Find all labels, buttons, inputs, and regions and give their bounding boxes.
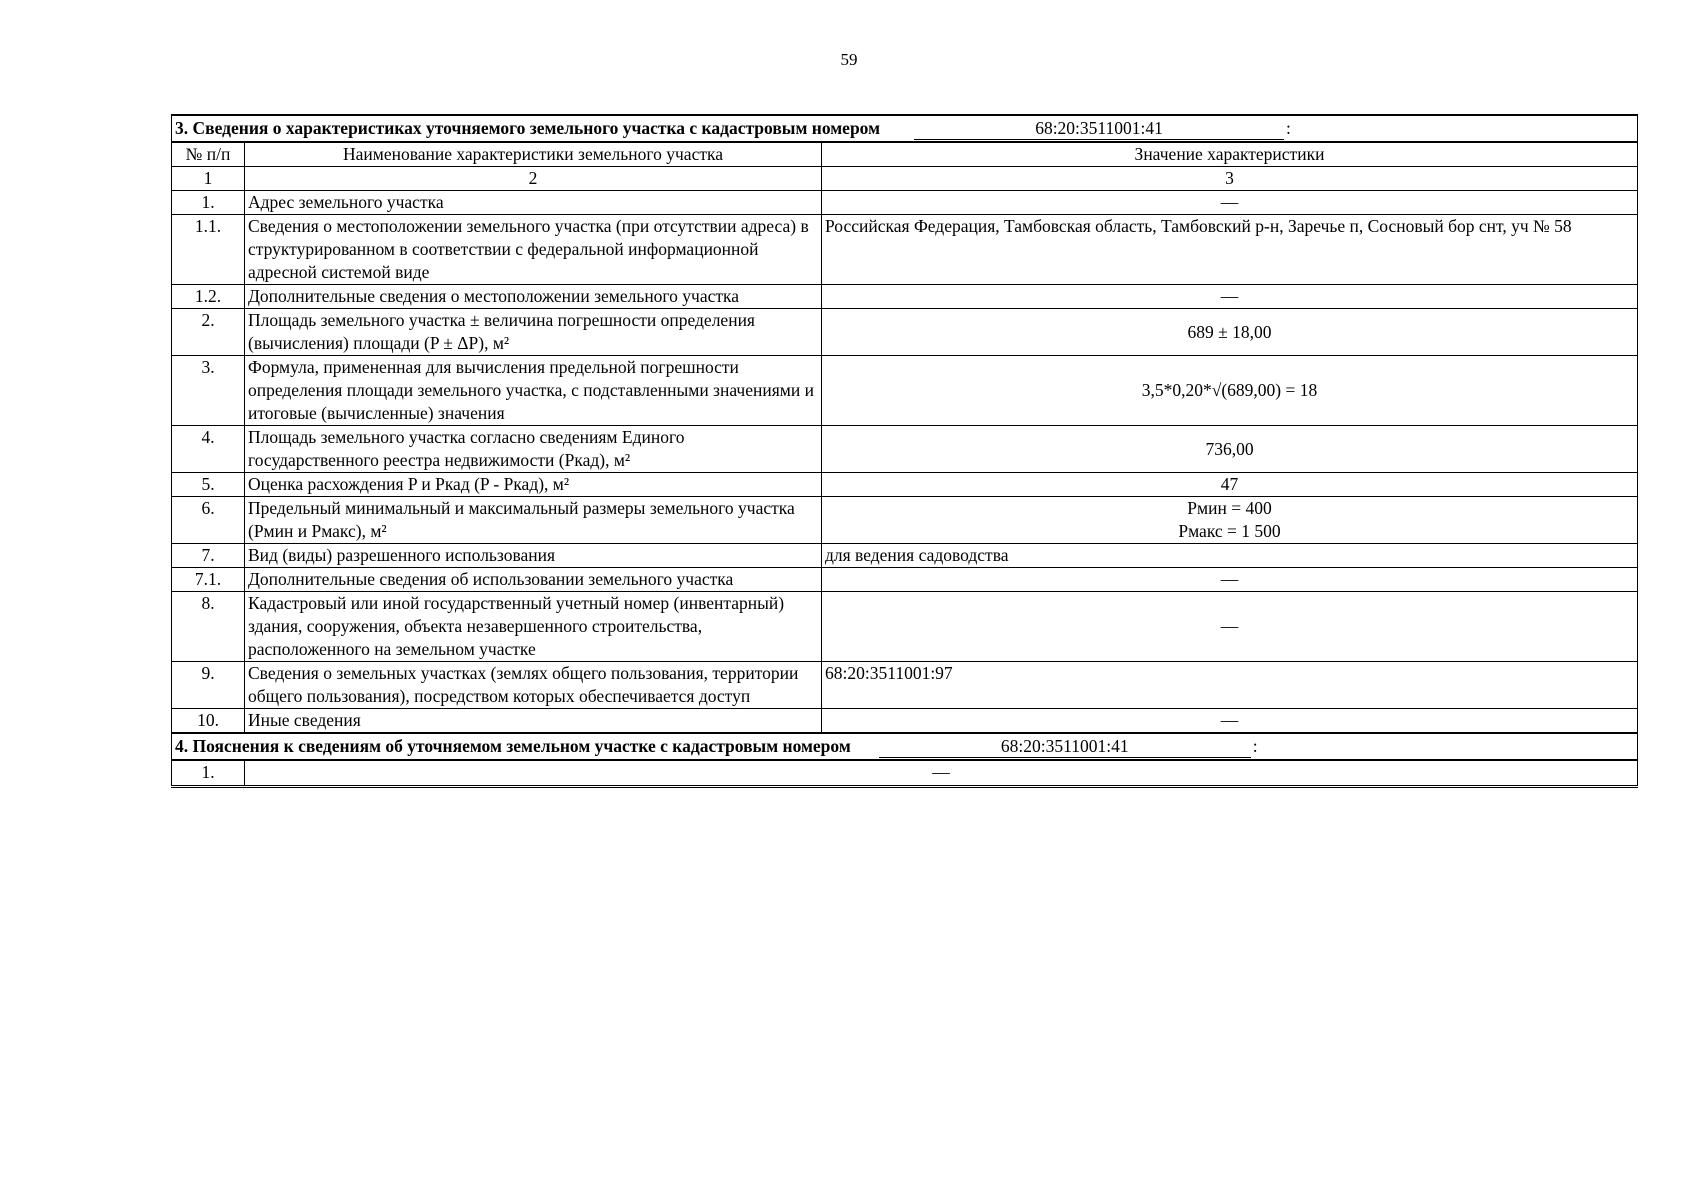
table-row	[172, 285, 1638, 309]
page-number: 59	[840, 50, 858, 69]
table-row	[172, 426, 1638, 473]
row-characteristic-name: Площадь земельного участка согласно сведениям Единого государственного реестра недвижимости (Pкад), м²	[245, 426, 822, 473]
row-characteristic-value: —	[822, 568, 1638, 592]
row-number: 4.	[172, 426, 245, 473]
row-characteristic-value: 3,5*0,20*√(689,00) = 18	[822, 356, 1638, 426]
section-4-row	[172, 760, 1638, 787]
table-row	[172, 544, 1638, 568]
section-4-header-row	[172, 733, 1638, 760]
row-characteristic-value: 736,00	[822, 426, 1638, 473]
column-index-num: 1	[172, 167, 245, 191]
row-number: 10.	[172, 709, 245, 734]
column-index-value: 3	[822, 167, 1638, 191]
row-characteristic-name: Формула, примененная для вычисления предельной погрешности определения площади земельного участка, с подставленными значениями и итоговые (вычисленные) значения	[245, 356, 822, 426]
max-size-value: Pмакс = 1 500	[1178, 521, 1281, 541]
column-header-num: № п/п	[172, 142, 245, 167]
row-number: 5.	[172, 473, 245, 497]
explanation-value: —	[245, 760, 1638, 787]
row-characteristic-name: Сведения о местоположении земельного участка (при отсутствии адреса) в структурированном в соответствии с федеральной информационной адресной системой виде	[245, 215, 822, 285]
table-row	[172, 709, 1638, 734]
row-number: 2.	[172, 309, 245, 356]
row-characteristic-value: Российская Федерация, Тамбовская область, Тамбовский р-н, Заречье п, Сосновый бор снт, уч № 58	[822, 215, 1638, 285]
row-number: 1.	[172, 191, 245, 215]
row-number: 3.	[172, 356, 245, 426]
row-characteristic-name: Адрес земельного участка	[245, 191, 822, 215]
column-header-value: Значение характеристики	[822, 142, 1638, 167]
row-characteristic-value: 68:20:3511001:97	[822, 662, 1638, 709]
section-3-title: 3. Сведения о характеристиках уточняемого земельного участка с кадастровым номером	[175, 118, 881, 138]
section-3-header-cell	[172, 115, 1638, 142]
row-characteristic-value: 689 ± 18,00	[822, 309, 1638, 356]
row-characteristic-name: Сведения о земельных участках (землях общего пользования, территории общего пользования), посредством которых обеспечивается доступ	[245, 662, 822, 709]
row-characteristic-value: —	[822, 191, 1638, 215]
table-row	[172, 497, 1638, 544]
section-3-header-row	[172, 115, 1638, 142]
table-row	[172, 592, 1638, 662]
row-characteristic-name: Иные сведения	[245, 709, 822, 734]
row-number: 1.1.	[172, 215, 245, 285]
row-characteristic-value: для ведения садоводства	[822, 544, 1638, 568]
table-row	[172, 568, 1638, 592]
row-characteristic-name: Вид (виды) разрешенного использования	[245, 544, 822, 568]
row-number: 7.1.	[172, 568, 245, 592]
row-number: 1.	[172, 760, 245, 787]
section-4-cadastral-number: 68:20:3511001:41	[879, 735, 1251, 758]
row-characteristic-name: Предельный минимальный и максимальный размеры земельного участка (Pмин и Pмакс), м²	[245, 497, 822, 544]
column-header-row	[172, 142, 1638, 167]
table-row	[172, 309, 1638, 356]
column-header-name: Наименование характеристики земельного участка	[245, 142, 822, 167]
row-characteristic-value: —	[822, 592, 1638, 662]
row-characteristic-name: Кадастровый или иной государственный учетный номер (инвентарный) здания, сооружения, объекта незавершенного строительства, расположенного на земельном участке	[245, 592, 822, 662]
row-characteristic-value: 47	[822, 473, 1638, 497]
row-number: 1.2.	[172, 285, 245, 309]
table-row	[172, 473, 1638, 497]
row-number: 9.	[172, 662, 245, 709]
column-index-name: 2	[245, 167, 822, 191]
table-row	[172, 356, 1638, 426]
row-number: 6.	[172, 497, 245, 544]
row-characteristic-value: —	[822, 285, 1638, 309]
row-characteristic-value: —	[822, 709, 1638, 734]
table-row	[172, 215, 1638, 285]
table-row	[172, 662, 1638, 709]
land-plot-characteristics-table	[171, 114, 1638, 788]
row-characteristic-name: Оценка расхождения P и Pкад (P - Pкад), м²	[245, 473, 822, 497]
section-3-cadastral-number: 68:20:3511001:41	[914, 117, 1284, 140]
table-row	[172, 191, 1638, 215]
section-4-header-cell	[172, 733, 1638, 760]
row-number: 7.	[172, 544, 245, 568]
row-characteristic-name: Площадь земельного участка ± величина погрешности определения (вычисления) площади (P ± ΔP), м²	[245, 309, 822, 356]
row-characteristic-value	[822, 497, 1638, 544]
row-number: 8.	[172, 592, 245, 662]
section-4-title: 4. Пояснения к сведениям об уточняемом земельном участке с кадастровым номером	[175, 736, 851, 756]
row-characteristic-name: Дополнительные сведения об использовании земельного участка	[245, 568, 822, 592]
min-size-value: Pмин = 400	[1187, 498, 1272, 518]
row-characteristic-name: Дополнительные сведения о местоположении земельного участка	[245, 285, 822, 309]
column-index-row	[172, 167, 1638, 191]
section-3-colon: :	[1286, 118, 1291, 138]
section-4-colon: :	[1252, 736, 1258, 756]
